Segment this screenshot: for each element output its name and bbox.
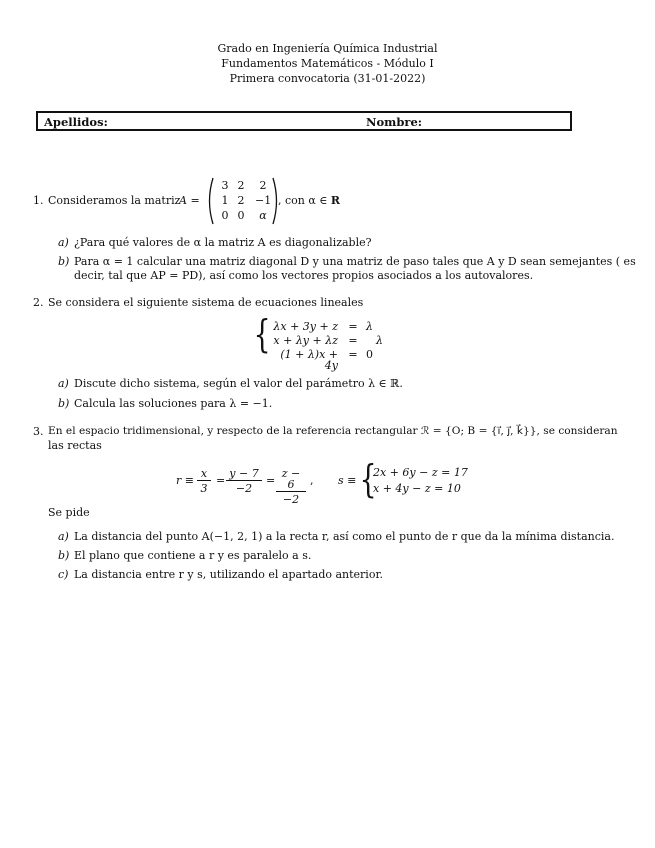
equation-rhs: λ bbox=[376, 334, 383, 347]
matrix-cell: 2 bbox=[259, 179, 267, 192]
q3-b-label: b) bbox=[58, 549, 70, 562]
matrix-cell: 1 bbox=[221, 194, 229, 207]
line-s-equation-2: x + 4y − z = 10 bbox=[373, 482, 461, 495]
q3-intro-line1: En el espacio tridimensional, y respecto de la referencia rectangular ℛ = {O; B = {i⃗, j⃗, k⃗}}, se consideran bbox=[48, 425, 618, 437]
fraction-numerator: z − 6 bbox=[276, 468, 306, 492]
q1-b-label: b) bbox=[58, 255, 70, 268]
q1-b-text-line1: Para α = 1 calcular una matriz diagonal D y una matriz de paso tales que A y D sean semejantes ( es bbox=[74, 255, 636, 268]
fraction-numerator: x bbox=[197, 468, 211, 481]
line-r-fraction-z bbox=[276, 468, 306, 505]
matrix-row bbox=[217, 180, 271, 194]
equation-rhs: λ bbox=[366, 320, 373, 333]
q2-b-text: Calcula las soluciones para λ = −1. bbox=[74, 397, 273, 410]
q3-intro-line2: las rectas bbox=[48, 439, 102, 452]
equation-lhs: λx + 3y + z bbox=[273, 320, 338, 333]
q3-a-label: a) bbox=[58, 530, 69, 543]
left-paren-icon bbox=[205, 177, 215, 225]
line-s-label: s ≡ bbox=[338, 474, 357, 487]
q3-c-label: c) bbox=[58, 568, 69, 581]
matrix-cell: 0 bbox=[221, 209, 229, 222]
matrix-row bbox=[217, 195, 271, 209]
q2-left-brace-icon: { bbox=[253, 312, 271, 356]
line-s-brace-icon: { bbox=[359, 457, 377, 501]
equation-op: = bbox=[348, 334, 358, 347]
line-r-fraction-y bbox=[226, 468, 262, 494]
q3-b-text: El plano que contiene a r y es paralelo a s. bbox=[74, 549, 312, 562]
matrix-cell: 2 bbox=[237, 194, 245, 207]
equals-sign: = bbox=[266, 474, 276, 487]
equation-rhs: 0 bbox=[366, 348, 373, 361]
nombre-label: Nombre: bbox=[366, 115, 423, 129]
matrix-cell: −1 bbox=[255, 194, 272, 207]
q1-a-label: a) bbox=[58, 236, 69, 249]
equals-sign: = bbox=[216, 474, 226, 487]
fraction-denominator: 3 bbox=[200, 482, 208, 495]
header-line-exam: Primera convocatoria (31-01-2022) bbox=[229, 72, 426, 85]
equation-lhs: x + λy + λz bbox=[273, 334, 338, 347]
q1-number: 1. bbox=[33, 194, 44, 207]
equation-lhs: (1 + λ)x + 4y bbox=[280, 348, 338, 372]
header-line-course: Fundamentos Matemáticos - Módulo I bbox=[221, 57, 434, 70]
matrix-cell: 0 bbox=[237, 209, 245, 222]
equation-op: = bbox=[348, 320, 358, 333]
q3-a-text: La distancia del punto A(−1, 2, 1) a la recta r, así como el punto de r que da la mínima distancia. bbox=[74, 530, 615, 543]
matrix-row bbox=[217, 210, 271, 224]
fraction-denominator: −2 bbox=[235, 482, 253, 495]
q1-condition bbox=[278, 195, 340, 206]
q1-matrix bbox=[205, 177, 277, 225]
q2-b-label: b) bbox=[58, 397, 70, 410]
q1-condition-text: , con α ∈ bbox=[278, 194, 331, 207]
line-r-fraction-x bbox=[197, 468, 211, 494]
q2-system-lhs bbox=[266, 320, 338, 372]
q2-system-rhs bbox=[366, 321, 383, 363]
separator-comma: , bbox=[310, 474, 314, 487]
q3-c-text: La distancia entre r y s, utilizando el apartado anterior. bbox=[74, 568, 383, 581]
q1-a-text: ¿Para qué valores de α la matriz A es diagonalizable? bbox=[74, 236, 372, 249]
apellidos-label: Apellidos: bbox=[44, 115, 108, 129]
fraction-denominator: −2 bbox=[282, 493, 300, 506]
matrix-cell: 3 bbox=[221, 179, 229, 192]
header-line-degree: Grado en Ingeniería Química Industrial bbox=[217, 42, 438, 55]
q3-se-pide: Se pide bbox=[48, 506, 90, 519]
line-r-label: r ≡ bbox=[176, 474, 194, 487]
q1-b-text-line2: decir, tal que AP = PD), así como los vectores propios asociados a los autovalores. bbox=[74, 269, 534, 282]
fraction-numerator: y − 7 bbox=[226, 468, 262, 481]
matrix-cell: α bbox=[259, 209, 267, 222]
matrix-cell: 2 bbox=[237, 179, 245, 192]
q3-number: 3. bbox=[33, 425, 44, 438]
q2-a-text: Discute dicho sistema, según el valor del parámetro λ ∈ ℝ. bbox=[74, 377, 403, 390]
equation-op: = bbox=[348, 348, 358, 361]
student-name-box[interactable] bbox=[36, 111, 572, 131]
q1-intro: Consideramos la matriz bbox=[48, 194, 181, 207]
reals-symbol: R bbox=[330, 194, 341, 207]
q2-number: 2. bbox=[33, 296, 44, 309]
q2-system-ops bbox=[348, 321, 358, 363]
q2-intro: Se considera el siguiente sistema de ecuaciones lineales bbox=[48, 296, 364, 309]
q2-a-label: a) bbox=[58, 377, 69, 390]
line-s-equation-1: 2x + 6y − z = 17 bbox=[373, 466, 468, 479]
q1-matrix-name: A = bbox=[179, 194, 200, 207]
